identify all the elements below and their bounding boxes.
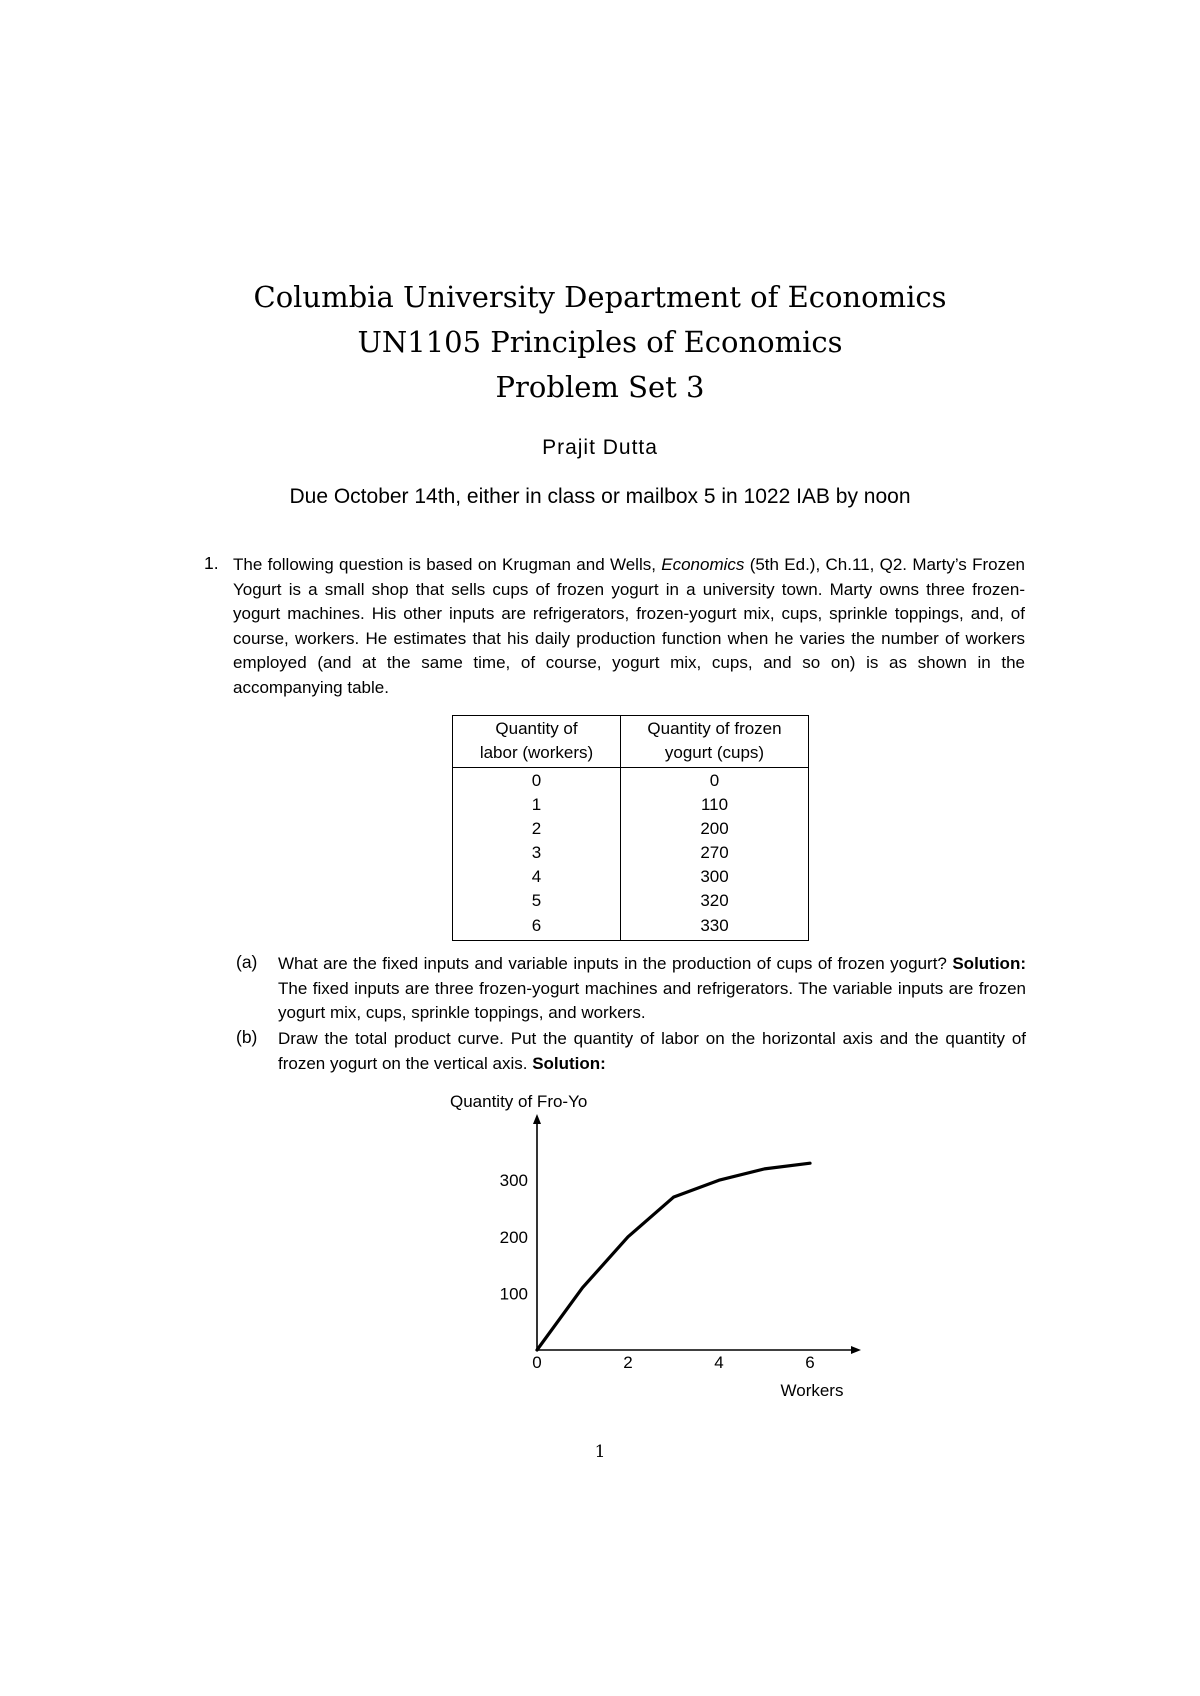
- x-tick-label: 2: [623, 1353, 633, 1372]
- yogurt-cell: 320: [621, 889, 809, 913]
- author-name: Prajit Dutta: [542, 436, 658, 459]
- yogurt-column-header: [621, 716, 809, 768]
- x-axis-arrowhead: [851, 1346, 861, 1354]
- x-tick-label: 6: [805, 1353, 815, 1372]
- part-b-question: Draw the total product curve. Put the quantity of labor on the horizontal axis and the quantity of frozen yogurt on the vertical axis.: [278, 1029, 1026, 1073]
- table-row: [453, 841, 809, 865]
- part-a-text: [278, 952, 1026, 1026]
- question-intro-rest: (5th Ed.), Ch.11, Q2. Marty’s Frozen Yogurt is a small shop that sells cups of frozen yogurt in a university town. Marty owns three frozen-yogurt machines. His other inputs are refrigerators, frozen-yogurt mix, cups, sprinkle toppings, and, of course, workers. He estimates that his daily production function when he varies the number of workers employed (and at the same time, of course, yogurt mix, cups, and so on) is as shown in the accompanying table.: [233, 555, 1025, 697]
- labor-header-line2: labor (workers): [479, 743, 594, 762]
- table-row: [453, 768, 809, 794]
- y-axis-label: Quantity of Fro-Yo: [450, 1092, 588, 1111]
- labor-cell: 6: [453, 914, 621, 941]
- labor-cell: 4: [453, 865, 621, 889]
- labor-cell: 0: [453, 768, 621, 794]
- due-date: Due October 14th, either in class or mailbox 5 in 1022 IAB by noon: [289, 485, 911, 508]
- x-tick-label: 4: [714, 1353, 724, 1372]
- labor-cell: 3: [453, 841, 621, 865]
- table-row: [453, 889, 809, 913]
- part-a-label: (a): [236, 952, 258, 972]
- table-row: [453, 793, 809, 817]
- y-tick-label: 100: [499, 1284, 528, 1304]
- y-axis-arrowhead: [533, 1114, 541, 1124]
- part-a-solution: The fixed inputs are three frozen-yogurt machines and refrigerators. The variable inputs are frozen yogurt mix, cups, sprinkle toppings, and workers.: [278, 978, 1026, 1022]
- production-table: [452, 715, 809, 941]
- yogurt-cell: 200: [621, 817, 809, 841]
- part-b-text: [278, 1027, 1026, 1076]
- part-a-solution-label: Solution:: [952, 954, 1026, 973]
- question-intro: [233, 553, 1025, 700]
- problem-set-title: Problem Set 3: [495, 370, 705, 404]
- labor-column-header: [453, 716, 621, 768]
- part-a-question: What are the fixed inputs and variable inputs in the production of cups of frozen yogurt?: [278, 954, 953, 973]
- course-title: UN1105 Principles of Economics: [357, 325, 843, 359]
- labor-cell: 1: [453, 793, 621, 817]
- yogurt-cell: 330: [621, 914, 809, 941]
- yogurt-cell: 270: [621, 841, 809, 865]
- x-tick-label: 0: [532, 1353, 542, 1372]
- yogurt-cell: 110: [621, 793, 809, 817]
- labor-cell: 2: [453, 817, 621, 841]
- yogurt-header-line2: yogurt (cups): [664, 743, 765, 762]
- yogurt-cell: 0: [621, 768, 809, 794]
- yogurt-header-line1: Quantity of frozen: [647, 719, 782, 738]
- table-row: [453, 914, 809, 941]
- part-b-solution-label: Solution:: [532, 1053, 606, 1073]
- book-title: Economics: [661, 555, 745, 574]
- labor-cell: 5: [453, 889, 621, 913]
- labor-header-line1: Quantity of: [495, 719, 578, 738]
- table-row: [453, 817, 809, 841]
- department-title: Columbia University Department of Economics: [253, 280, 947, 314]
- yogurt-cell: 300: [621, 865, 809, 889]
- question-number: 1.: [204, 553, 219, 573]
- table-row: [453, 865, 809, 889]
- question-intro-start: The following question is based on Krugman and Wells,: [233, 555, 662, 574]
- part-b-label: (b): [236, 1027, 258, 1047]
- x-axis-label: Workers: [780, 1381, 844, 1400]
- page-number: 1: [594, 1442, 606, 1462]
- total-product-curve: [537, 1163, 810, 1350]
- y-tick-label: 300: [499, 1171, 528, 1191]
- y-tick-label: 200: [499, 1227, 528, 1247]
- table-header-row: [453, 716, 809, 768]
